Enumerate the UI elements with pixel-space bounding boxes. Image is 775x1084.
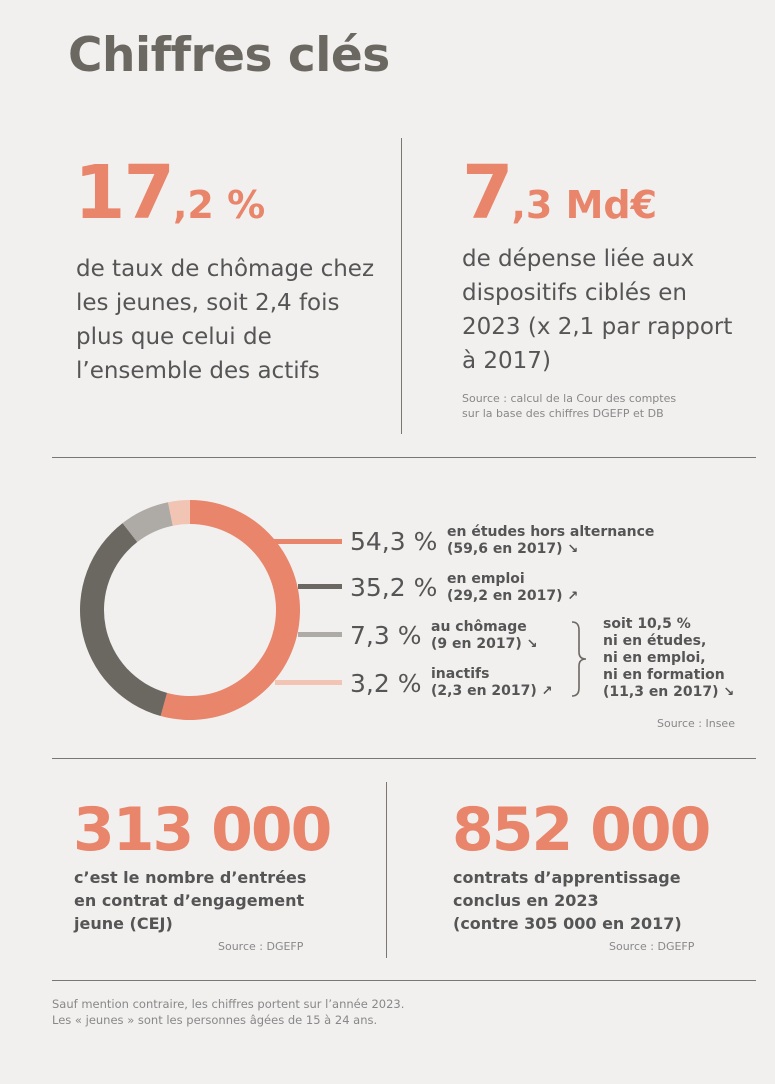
pct-chomage: 7,3 % [350,621,422,650]
arrow-up-icon: ↗ [567,589,579,604]
arrow-up-icon: ↗ [541,684,553,699]
spending-value [462,150,657,236]
legend-line-chomage [298,632,342,637]
arrow-down-icon: ↘ [723,685,735,700]
cej-description: c’est le nombre d’entrées en contrat d’engagement jeune (CEJ) [74,868,307,933]
apprentice-value: 852 000 [452,795,710,865]
apprentice-description: contrats d’apprentissage conclus en 2023 (contre 305 000 en 2017) [453,868,682,933]
cej-value: 313 000 [73,795,331,865]
spending-suffix: ,3 Md€ [511,183,658,227]
top-divider [401,138,402,434]
slice-etudes [161,500,300,720]
spending-main: 7 [462,150,512,236]
unemployment-rate-main: 17 [74,150,173,236]
unemployment-rate-suffix: ,2 % [172,183,266,227]
legend-line-etudes [270,539,342,544]
label-inactifs: inactifs (2,3 en 2017) ↗ [431,666,553,699]
legend-line-inactifs [275,680,342,685]
apprentice-source: Source : DGEFP [609,940,695,953]
slice-emploi [80,523,167,716]
divider-1 [52,457,756,458]
spending-source: Source : calcul de la Cour des comptes sur la base des chiffres DGEFP et DB [462,392,677,420]
chart-source: Source : Insee [657,717,735,730]
pct-etudes: 54,3 % [350,527,438,556]
label-etudes: en études hors alternance (59,6 en 2017) ↘ [447,524,655,557]
donut-chart [70,490,310,730]
bottom-divider [386,782,387,958]
unemployment-rate-description: de taux de chômage chez les jeunes, soit 2,4 fois plus que celui de l’ensemble des actifs [76,256,375,384]
pct-emploi: 35,2 % [350,573,438,602]
divider-3 [52,980,756,981]
label-emploi: en emploi (29,2 en 2017) ↗ [447,571,579,604]
bracket-icon [568,620,590,698]
spending-description: de dépense liée aux dispositifs ciblés en 2023 (x 2,1 par rapport à 2017) [462,246,733,374]
unemployment-rate-value [74,150,265,236]
divider-2 [52,758,756,759]
label-chomage: au chômage (9 en 2017) ↘ [431,619,538,652]
arrow-down-icon: ↘ [567,542,579,557]
cej-source: Source : DGEFP [218,940,304,953]
arrow-down-icon: ↘ [526,637,538,652]
bracket-note: soit 10,5 % ni en études, ni en emploi, ni en formation (11,3 en 2017) ↘ [603,616,735,700]
legend-line-emploi [298,584,342,589]
pct-inactifs: 3,2 % [350,669,422,698]
footer-note: Sauf mention contraire, les chiffres portent sur l’année 2023. Les « jeunes » sont les personnes âgées de 15 à 24 ans. [52,997,405,1027]
page-title: Chiffres clés [68,28,390,83]
